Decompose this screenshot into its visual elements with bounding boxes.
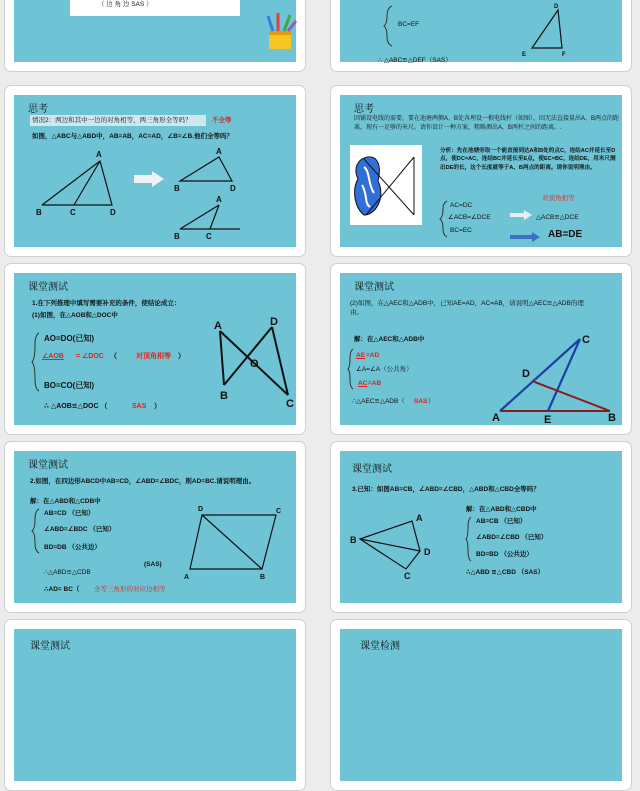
slide-title: 课堂测试: [352, 464, 392, 475]
brace-icon: [466, 517, 472, 561]
brace-icon: [348, 349, 354, 389]
pencil-cup-icon: [264, 11, 304, 51]
answer-tag: 不全等: [212, 117, 232, 124]
label-d: D: [110, 208, 116, 217]
arrow-right-icon: [510, 232, 540, 242]
label-c: C: [276, 508, 282, 515]
equation-result: AB=DE: [548, 229, 583, 240]
bracket: [384, 6, 394, 46]
proof-line-1: AB=CB （已知）: [476, 518, 527, 525]
slide-title: 课堂检测: [360, 641, 400, 652]
question-line-1: 1.在下列推理中填写需要补充的条件，使结论成立：: [32, 300, 181, 307]
label-e: E: [522, 52, 527, 58]
proof-line-2: ∠A=∠A（公共角）: [356, 366, 413, 373]
sas-tag: (SAS): [144, 561, 162, 568]
slide-thumbnail-1[interactable]: [4, 0, 306, 72]
label-d: D: [198, 506, 204, 513]
label-a: A: [184, 574, 190, 581]
label-b: B: [36, 208, 42, 217]
label-d: D: [270, 316, 278, 328]
bracket-line: （ 边 角 边 SAS ）: [98, 1, 153, 8]
label-d: D: [554, 4, 559, 10]
white-box: [70, 0, 240, 16]
slide-thumbnail-3[interactable]: [4, 85, 306, 257]
solution-heading: 解：在△ABD和△CDB中: [30, 498, 101, 505]
question-text: 因铺设电线的需要，要在池塘两侧A、B处各埋设一根电线杆（如图），因无法直接量出A、B两点的距离，现有一足够的米尺。请你设计一种方案，粗略测出A、B两杆之间的距离。.: [354, 116, 620, 131]
brace-icon: [32, 333, 40, 391]
label-c: C: [206, 232, 212, 241]
proof-line-2: ∠ABD=∠CBD （已知）: [476, 534, 548, 541]
label-a: A: [416, 513, 423, 523]
proof-line-3: BO=CO(已知): [44, 381, 94, 390]
slide-thumbnail-7[interactable]: [4, 441, 306, 613]
triangle-abc-figure: [174, 195, 244, 241]
slide-title: 课堂测试: [28, 282, 68, 293]
question-line-2: (1)如图，在△AOB和△DOC中: [32, 312, 118, 319]
slide-thumbnail-9[interactable]: [4, 619, 306, 791]
slide-canvas: [340, 629, 622, 781]
pond-figure: [350, 145, 422, 225]
question-text: 3.已知：如图AB=CB，∠ABD=∠CBD，△ABD和△CBD全等吗？: [352, 486, 540, 493]
proof-result: △ACB≌△DCE: [536, 214, 579, 221]
ad-line: ∴AD= BC（: [44, 586, 80, 593]
label-e: E: [544, 414, 552, 426]
label-c: C: [70, 208, 76, 217]
label-a: A: [216, 147, 222, 156]
label-b: B: [174, 184, 180, 193]
label-d: D: [424, 547, 431, 557]
triangle-figure: [492, 333, 622, 426]
triangle-abd-figure: [174, 147, 244, 193]
proof-line-3: BD=BD （公共边）: [476, 551, 533, 558]
slide-thumbnail-10[interactable]: [330, 619, 632, 791]
slide-title: 思考: [354, 104, 374, 115]
proof-line-1b: =AD: [366, 352, 380, 359]
kite-figure: [350, 511, 440, 581]
label-a: A: [492, 412, 500, 424]
slide-canvas: [340, 95, 622, 247]
slide-title: 课堂测试: [354, 282, 394, 293]
conclusion-line: ∴△ABD≌△CDB: [44, 569, 91, 576]
slide-thumbnail-2[interactable]: [330, 0, 632, 72]
triangle-abcd-figure: [34, 150, 134, 217]
conclusion-line: ∴△AEC≌△ADB（: [352, 398, 405, 405]
label-f: F: [562, 52, 566, 58]
proof-line-2b: = ∠DOC: [76, 353, 104, 360]
label-c: C: [286, 398, 294, 410]
label-c: C: [582, 334, 590, 346]
slide-canvas: [14, 0, 296, 62]
arrow-right-icon: [510, 210, 532, 220]
label-b: B: [608, 412, 616, 424]
question-text: 2.如图，在四边形ABCD中AB=CD，∠ABD=∠BDC，则AD=BC.请说明理由。: [30, 478, 256, 485]
slide-title: 课堂测试: [30, 641, 70, 652]
proof-line-1: AO=DO(已知): [44, 334, 94, 343]
example-text: 如图，△ABC与△ABD中，AB=AB，AC=AD，∠B=∠B.他们全等吗？: [32, 133, 233, 140]
label-a: A: [216, 195, 222, 204]
conclusion-close: ）: [154, 403, 161, 410]
reason-text: 全等三角形的对应边相等: [94, 586, 166, 593]
proof-line-2: ∠ACB=∠DCE: [448, 214, 491, 221]
sas-answer: SAS: [132, 403, 147, 410]
slide-canvas: [340, 451, 622, 603]
label-d: D: [522, 368, 530, 380]
brace-icon: [440, 201, 448, 237]
slide-thumbnail-5[interactable]: [4, 263, 306, 435]
slide-canvas: [14, 273, 296, 425]
proof-line-3: BC=EC: [450, 227, 472, 234]
proof-line-1: AB=CD （已知）: [44, 510, 95, 517]
slide-thumbnail-6[interactable]: [330, 263, 632, 435]
label-a: A: [96, 150, 102, 159]
proof-line-2: ∠ABD=∠BDC （已知）: [44, 526, 116, 533]
bowtie-figure: [210, 316, 300, 410]
conclusion-line: ∴ △ABC≌△DEF（SAS）: [378, 57, 452, 64]
label-a: A: [214, 320, 222, 332]
condition-line: BC=EF: [398, 21, 420, 28]
conclusion-close: ）: [428, 398, 435, 405]
slide-thumbnail-8[interactable]: [330, 441, 632, 613]
slide-canvas: [340, 273, 622, 425]
label-b: B: [350, 535, 357, 545]
solution-heading: 解：在△AEC和△ADB中: [354, 336, 425, 343]
proof-line-3: BD=DB （公共边）: [44, 544, 101, 551]
question-text: 情况2：两边和其中一边的对角相等，两三角形全等吗？: [32, 117, 192, 124]
proof-line-2c: （: [110, 353, 117, 360]
slide-canvas: [14, 629, 296, 781]
sas-answer: SAS: [414, 398, 428, 405]
slide-canvas: [14, 451, 296, 603]
proof-line-2a: ∠AOB: [42, 353, 64, 360]
label-b: B: [220, 390, 228, 402]
slide-title: 课堂测试: [28, 460, 68, 471]
triangle-def: [520, 4, 580, 60]
arrow-right-icon: [134, 171, 164, 187]
label-c: C: [404, 571, 411, 581]
label-o: O: [250, 358, 259, 370]
slide-title: 思考: [28, 104, 48, 115]
annotation-text: 对顶角相等: [542, 195, 575, 202]
analysis-text: 分析：先在池塘旁取一个能直接到达A和B处的点C，连结AC并延长至D点，使DC=AC，连结BC并延长至E点，使EC=BC，连结DE，用米尺测出DE的长，这个长度就等于A、B两点的距离。请你说明理由。: [440, 148, 616, 171]
proof-line-3a: AC: [358, 380, 368, 387]
label-d: D: [230, 184, 236, 193]
quadrilateral-figure: [184, 505, 294, 585]
slide-canvas: [14, 95, 296, 247]
proof-line-2d: 对顶角相等: [136, 353, 171, 360]
slide-canvas: [340, 0, 622, 62]
label-b: B: [260, 574, 266, 581]
brace-icon: [32, 509, 40, 553]
proof-line-3b: =AB: [368, 380, 382, 387]
conclusion-line: ∴ △AOB≌△DOC （: [44, 403, 108, 410]
solution-heading: 解：在△ABD和△CBD中: [466, 506, 537, 513]
proof-line-2e: ）: [178, 353, 185, 360]
proof-line-1a: AE: [356, 352, 366, 359]
slide-thumbnail-4[interactable]: [330, 85, 632, 257]
proof-line-1: AC=DC: [450, 202, 473, 209]
conclusion-line: ∴△ABD ≌△CBD （SAS）: [466, 569, 545, 576]
label-b: B: [174, 232, 180, 241]
question-text: (2)如图，在△AEC和△ADB中，已知AE=AD，AC=AB，请说明△AEC≌△ADB的理由。: [350, 300, 584, 316]
